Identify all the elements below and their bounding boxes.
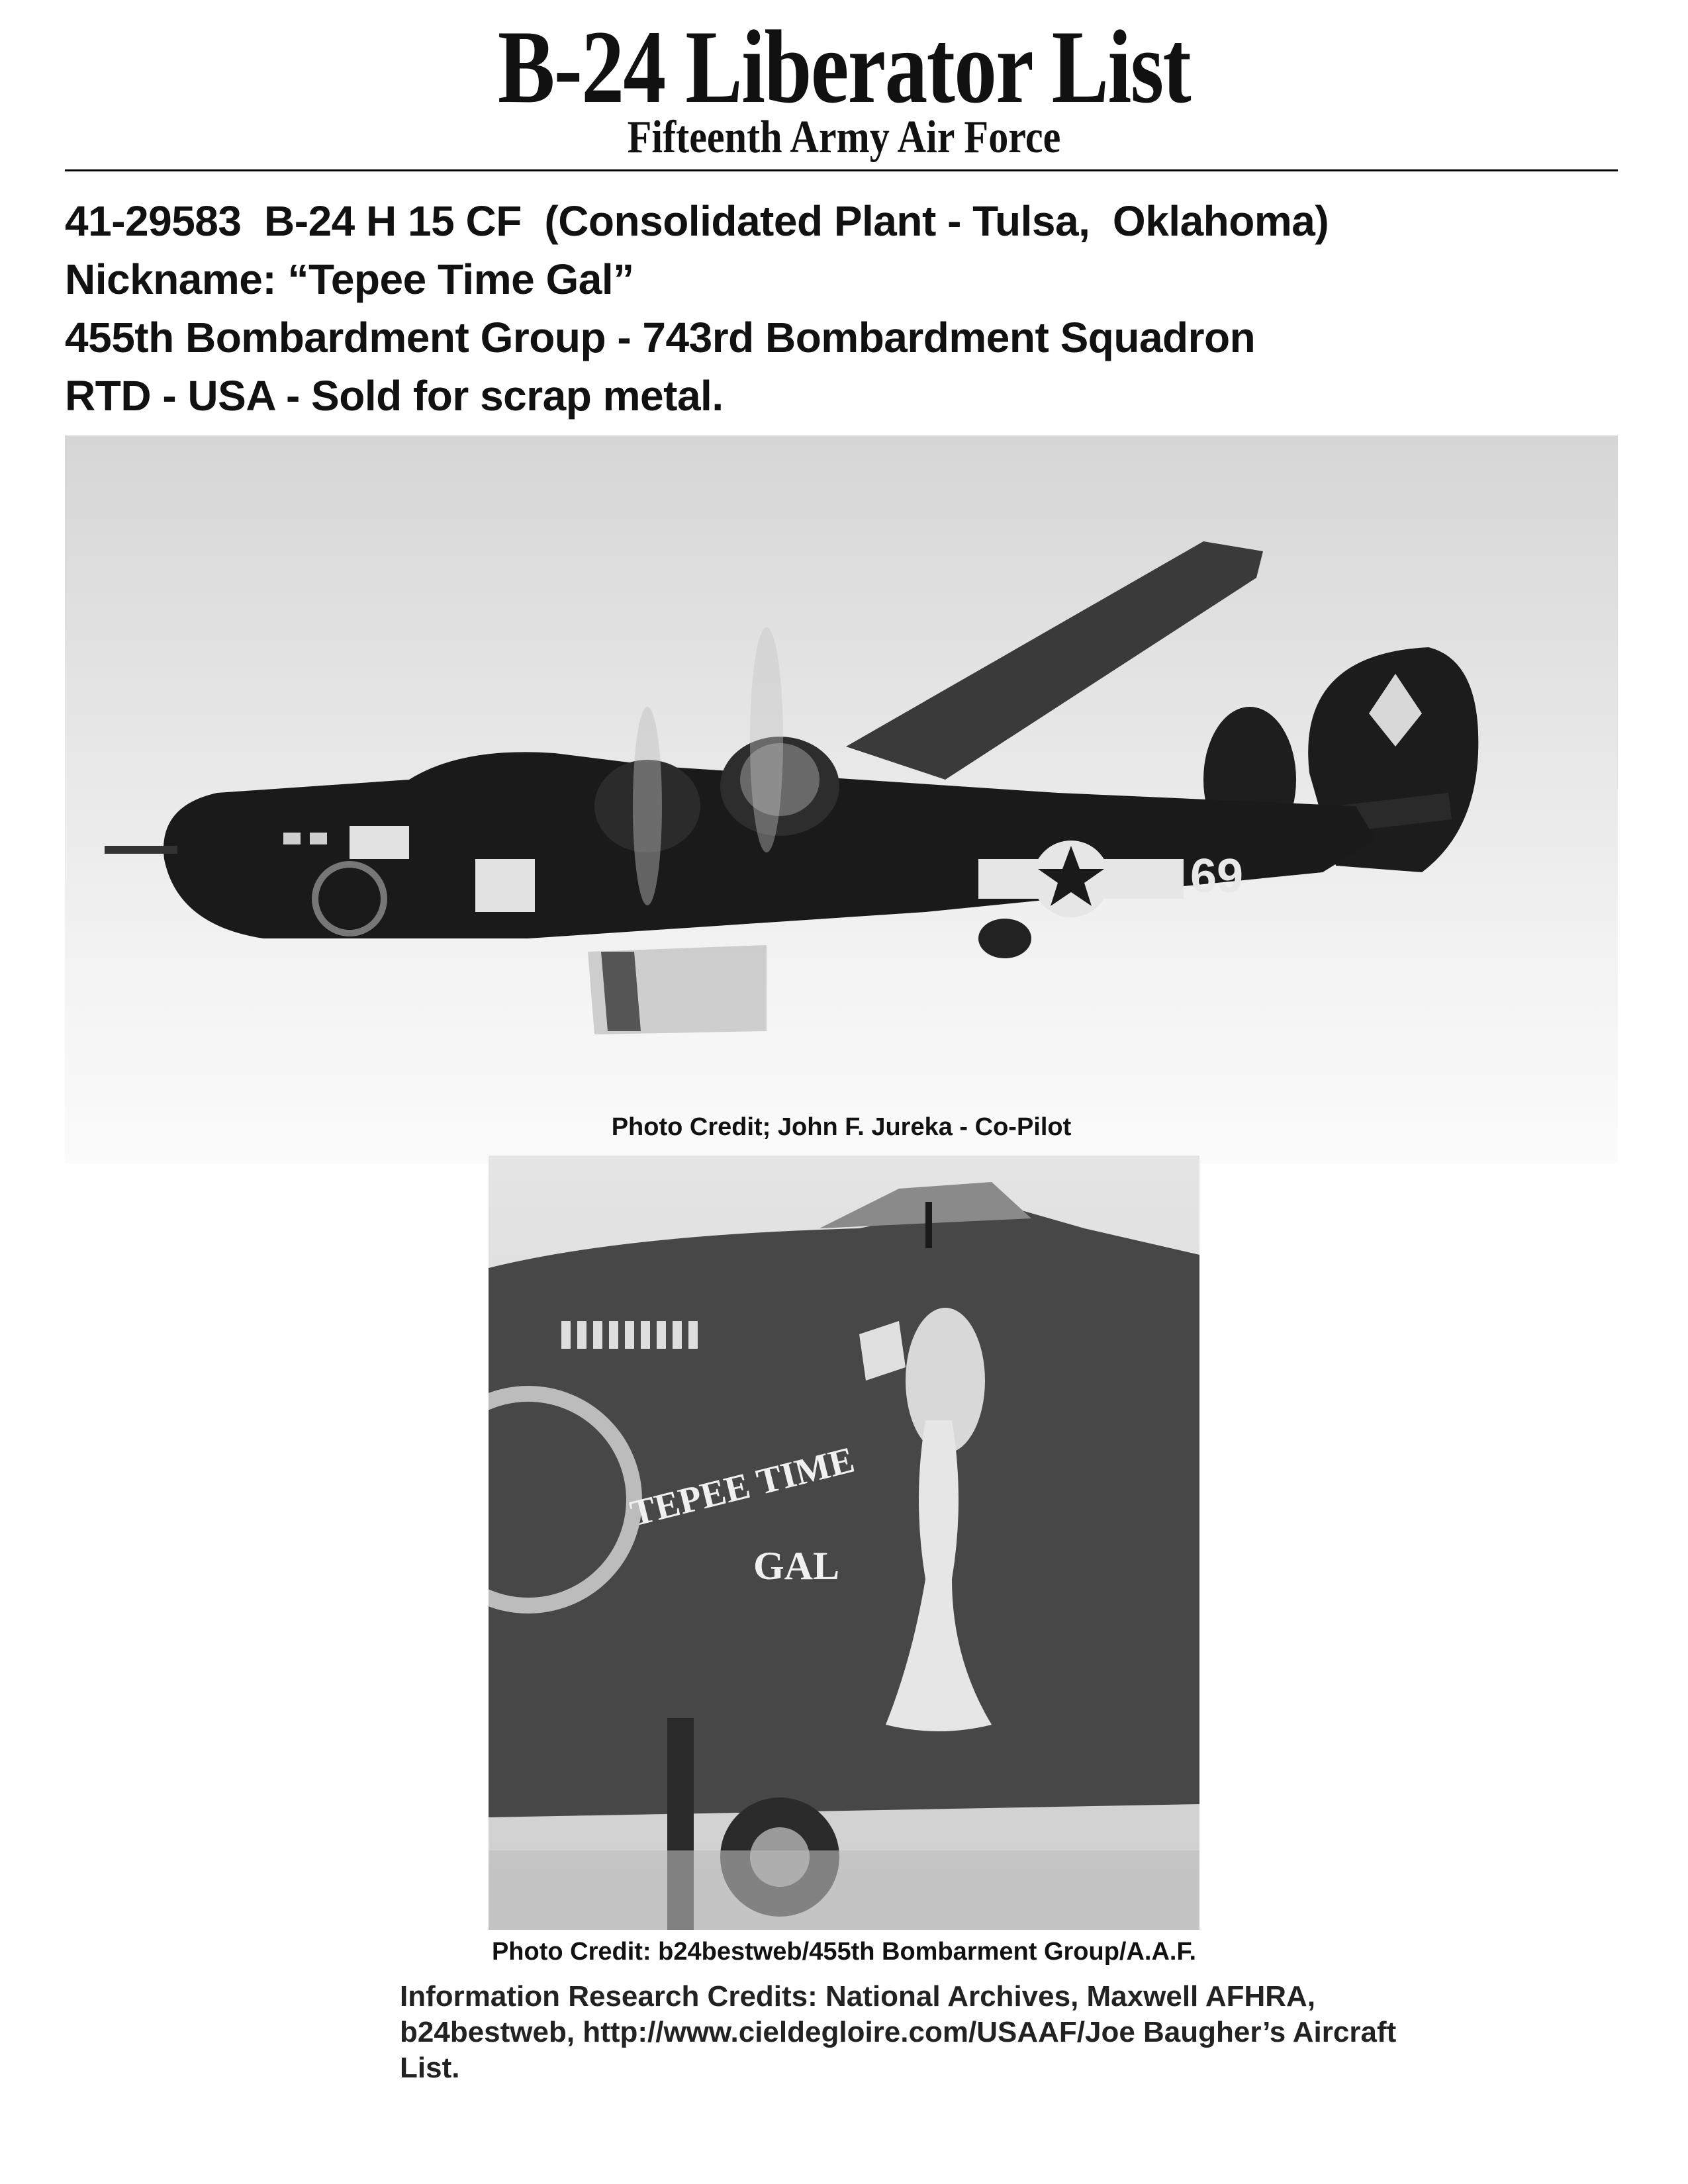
nose-art-text-1: TEPEE TIME (626, 1439, 859, 1535)
nose-art-text-2: GAL (753, 1544, 840, 1588)
page-title: B-24 Liberator List (497, 9, 1191, 125)
unit-line: 455th Bombardment Group - 743rd Bombardment Squadron (65, 314, 1256, 361)
serial-line: 41-29583 B-24 H 15 CF (Consolidated Plant - Tulsa, Oklahoma) (65, 197, 1329, 245)
inflight-photo-credit: Photo Credit; John F. Jureka - Co-Pilot (611, 1113, 1072, 1141)
nose-art-drawing (489, 1156, 1199, 1930)
tail-number: 69 (1190, 850, 1244, 903)
nose-art-photo (489, 1156, 1199, 1930)
nickname-line: Nickname: “Tepee Time Gal” (65, 255, 634, 303)
research-credits: Information Research Credits: National Archives, Maxwell AFHRA, b24bestweb, http://www.cieldegloire.com/USAAF/Joe Baugher’s Aircraft List. (400, 1980, 1397, 2084)
fate-line: RTD - USA - Sold for scrap metal. (65, 372, 724, 420)
page-subtitle: Fifteenth Army Air Force (627, 112, 1061, 163)
nose-art-photo-credit: Photo Credit: b24bestweb/455th Bombarment Group/A.A.F. (491, 1938, 1197, 1966)
inflight-photo-drawing (65, 435, 1618, 1163)
header-divider (65, 169, 1618, 171)
aircraft-info (65, 192, 1618, 425)
inflight-photo (65, 435, 1618, 1163)
